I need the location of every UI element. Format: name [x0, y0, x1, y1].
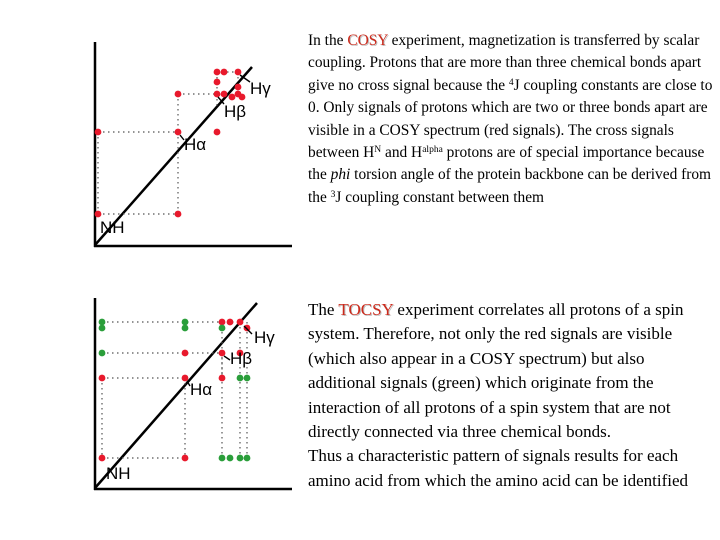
- tocsy-red-peak: [237, 319, 244, 326]
- cosy-description: [308, 30, 713, 209]
- cosy-cross-peak: [214, 129, 221, 136]
- cosy-label-nh: NH: [100, 218, 125, 237]
- cosy-text-part2: J coupling constants are close to 0. Only signals of protons which are two or three bonds apart are visible in a COSY spectrum (red signals). The cross signals between H: [308, 76, 713, 162]
- tocsy-text-intro: The: [308, 300, 339, 319]
- cosy-cross-peak: [175, 91, 182, 98]
- tocsy-description: [308, 298, 716, 493]
- tocsy-red-peak: [99, 455, 106, 462]
- tocsy-green-peak: [99, 325, 106, 332]
- tocsy-diagonal: [95, 303, 257, 488]
- tocsy-keyword: TOCSY: [338, 300, 394, 319]
- cosy-cross-peak: [214, 79, 221, 86]
- cosy-cross-peak: [229, 94, 236, 101]
- tocsy-green-peak: [99, 350, 106, 357]
- tocsy-red-peaks: [99, 319, 251, 462]
- tocsy-green-peak: [182, 319, 189, 326]
- cosy-cross-peak: [175, 211, 182, 218]
- tocsy-paragraph-2: Thus a characteristic pattern of signals results for each amino acid from which the amino acid can be identified: [308, 446, 689, 490]
- cosy-sup-4: 4: [508, 76, 514, 88]
- cosy-text-phi: phi: [330, 166, 351, 184]
- tocsy-red-peak: [219, 375, 226, 382]
- cosy-cross-peak: [235, 84, 242, 91]
- cosy-label-hb: Hβ: [224, 102, 247, 121]
- tocsy-guide-lines: [102, 322, 247, 458]
- cosy-peak-ha: [175, 129, 182, 136]
- cosy-peak-hg: [235, 69, 242, 76]
- tocsy-green-peak: [237, 455, 244, 462]
- cosy-cross-peak: [95, 129, 102, 136]
- tocsy-green-peaks: [99, 319, 251, 462]
- cosy-sup-alpha: alpha: [422, 143, 443, 155]
- cosy-peak-hb: [214, 91, 221, 98]
- cosy-text-part1: experiment, magnetization is transferred by scalar coupling. Protons that are more than three chemical bonds apart give no cross signal because the: [308, 32, 702, 94]
- cosy-cross-peak: [221, 91, 228, 98]
- tocsy-red-peak: [182, 455, 189, 462]
- cosy-label-hg: Hγ: [250, 79, 271, 98]
- tocsy-green-peak: [237, 375, 244, 382]
- tocsy-green-peak: [227, 455, 234, 462]
- tocsy-green-peak: [219, 455, 226, 462]
- cosy-keyword: COSY: [347, 32, 388, 49]
- tocsy-label-ha: Hα: [190, 380, 213, 399]
- cosy-text-part3: and H: [381, 144, 423, 162]
- tocsy-paragraph-1: [308, 298, 716, 444]
- cosy-sup-3: 3: [330, 188, 336, 200]
- tocsy-green-peak: [99, 319, 106, 326]
- tocsy-red-peak: [227, 319, 234, 326]
- cosy-spectrum-diagram: [92, 42, 292, 252]
- tocsy-green-peak: [244, 455, 251, 462]
- cosy-cross-peak: [221, 69, 228, 76]
- tocsy-label-nh: NH: [106, 464, 131, 483]
- tocsy-label-hb: Hβ: [230, 349, 253, 368]
- tocsy-label-hg: Hγ: [254, 328, 275, 347]
- cosy-text-intro: In the: [308, 32, 348, 49]
- cosy-peak-nh: [95, 211, 102, 218]
- tocsy-red-peak: [219, 319, 226, 326]
- tocsy-red-peak: [219, 350, 226, 357]
- cosy-label-ha: Hα: [184, 135, 207, 154]
- cosy-text-part5: torsion angle of the protein backbone can be derived from the: [308, 166, 712, 206]
- tocsy-spectrum-diagram: [92, 298, 292, 498]
- tocsy-green-peak: [219, 325, 226, 332]
- tocsy-green-peak: [244, 375, 251, 382]
- cosy-sup-n: N: [374, 143, 382, 155]
- tocsy-red-peak: [244, 325, 251, 332]
- cosy-cross-peaks: [95, 69, 246, 218]
- cosy-text-part6: J coupling constant between them: [335, 188, 544, 206]
- cosy-text-part4: protons are of special importance because the: [308, 144, 705, 184]
- tocsy-text-part1: experiment correlates all protons of a spin system. Therefore, not only the red signals are visible (which also appear in a COSY spectrum) but also additional signals (green) which originate from the interaction of all protons of a spin system that are not directly connected via three chemical bonds.: [308, 300, 684, 442]
- cosy-diagonal-peaks: [95, 69, 242, 218]
- tocsy-red-peak: [182, 350, 189, 357]
- cosy-cross-peak: [214, 69, 221, 76]
- cosy-cross-peak: [239, 94, 246, 101]
- tocsy-red-peak: [99, 375, 106, 382]
- tocsy-green-peak: [182, 325, 189, 332]
- tocsy-red-peak: [182, 375, 189, 382]
